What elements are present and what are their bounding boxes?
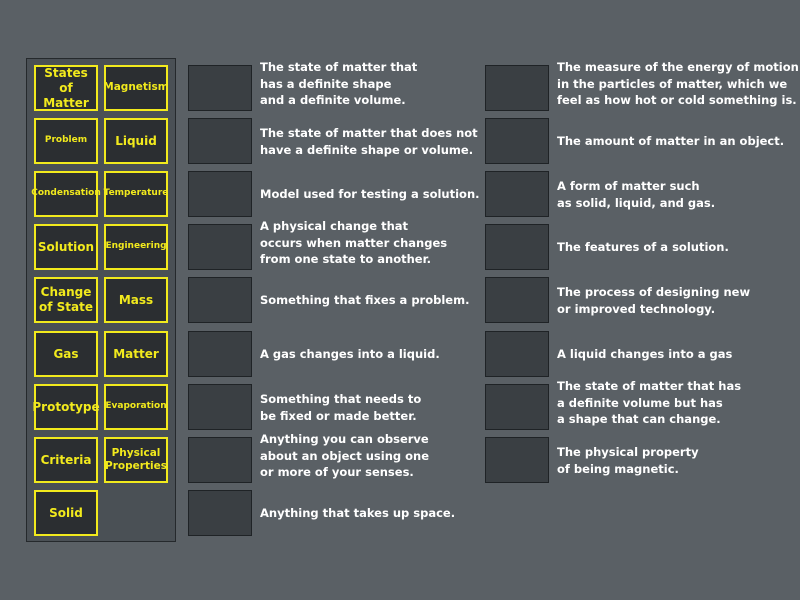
right-clue-text: A form of matter such as solid, liquid, and gas. bbox=[557, 179, 716, 210]
right-clue-text: The process of designing new or improved technology. bbox=[557, 285, 751, 316]
left-clue-text: Something that needs to be fixed or made better. bbox=[260, 392, 422, 423]
word-tile[interactable] bbox=[104, 171, 168, 217]
word-tile-label: Physical Properties bbox=[105, 446, 167, 472]
word-tile[interactable] bbox=[34, 331, 98, 377]
word-tile[interactable] bbox=[104, 65, 168, 111]
word-tile[interactable] bbox=[34, 277, 98, 323]
right-clue-text: A liquid changes into a gas bbox=[557, 347, 733, 361]
right-clue-text: The features of a solution. bbox=[557, 240, 729, 254]
left-answer-slot[interactable] bbox=[188, 65, 252, 111]
left-answer-slot[interactable] bbox=[188, 171, 252, 217]
word-tile-label: Gas bbox=[53, 346, 79, 361]
left-answer-slot[interactable] bbox=[188, 437, 252, 483]
right-answer-slot[interactable] bbox=[485, 224, 549, 270]
word-tile-label: Prototype bbox=[32, 399, 100, 414]
word-tile[interactable] bbox=[104, 277, 168, 323]
left-clue-text: Model used for testing a solution. bbox=[260, 187, 480, 201]
right-answer-slot[interactable] bbox=[485, 65, 549, 111]
right-clue-text: The measure of the energy of motion in the particles of matter, which we feel as how hot or cold something is. bbox=[557, 60, 799, 107]
right-answer-slot[interactable] bbox=[485, 437, 549, 483]
word-tile[interactable] bbox=[104, 224, 168, 270]
word-tile[interactable] bbox=[104, 437, 168, 483]
left-answer-slot[interactable] bbox=[188, 224, 252, 270]
right-answer-slot[interactable] bbox=[485, 171, 549, 217]
left-clue-text: Anything that takes up space. bbox=[260, 506, 456, 520]
word-tile[interactable] bbox=[31, 171, 101, 217]
word-tile-label: Temperature bbox=[103, 188, 169, 199]
word-tile-label: Criteria bbox=[40, 452, 92, 467]
left-clue-text: A physical change that occurs when matter changes from one state to another. bbox=[260, 219, 448, 266]
left-clue-text: A gas changes into a liquid. bbox=[260, 347, 440, 361]
word-tile-label: Solid bbox=[49, 505, 83, 520]
left-answer-slot[interactable] bbox=[188, 490, 252, 536]
left-clue-text: The state of matter that does not have a definite shape or volume. bbox=[260, 126, 478, 157]
left-answer-slot[interactable] bbox=[188, 277, 252, 323]
word-tile[interactable] bbox=[104, 118, 168, 164]
right-answer-slot[interactable] bbox=[485, 277, 549, 323]
word-tile-label: Change of State bbox=[39, 285, 93, 314]
right-clue-text: The state of matter that has a definite volume but has a shape that can change. bbox=[557, 379, 742, 426]
word-tile[interactable] bbox=[34, 224, 98, 270]
word-tile-label: Condensation bbox=[31, 188, 101, 199]
word-tile-label: Evaporation bbox=[105, 401, 167, 412]
word-tile[interactable] bbox=[104, 384, 168, 430]
left-clue-text: Something that fixes a problem. bbox=[260, 293, 470, 307]
word-tile-label: Magnetism bbox=[103, 81, 169, 94]
left-clue-text: The state of matter that has a definite shape and a definite volume. bbox=[260, 60, 418, 107]
left-answer-slot[interactable] bbox=[188, 331, 252, 377]
word-tile-label: Mass bbox=[118, 292, 154, 307]
right-clue-text: The physical property of being magnetic. bbox=[557, 445, 699, 476]
word-tile[interactable] bbox=[34, 65, 98, 111]
right-answer-slot[interactable] bbox=[485, 331, 549, 377]
word-tile[interactable] bbox=[104, 331, 168, 377]
word-tile[interactable] bbox=[34, 490, 98, 536]
word-tile-label: States of Matter bbox=[43, 65, 89, 110]
word-tile-label: Matter bbox=[113, 346, 159, 361]
right-clue-text: The amount of matter in an object. bbox=[557, 134, 785, 148]
word-tile[interactable] bbox=[34, 118, 98, 164]
word-tile[interactable] bbox=[34, 437, 98, 483]
right-answer-slot[interactable] bbox=[485, 118, 549, 164]
right-answer-slot[interactable] bbox=[485, 384, 549, 430]
word-tile[interactable] bbox=[34, 384, 98, 430]
word-tile-label: Liquid bbox=[115, 133, 157, 148]
left-answer-slot[interactable] bbox=[188, 384, 252, 430]
word-tile-label: Problem bbox=[44, 135, 88, 146]
word-tile-label: Engineering bbox=[105, 241, 167, 252]
left-answer-slot[interactable] bbox=[188, 118, 252, 164]
word-bank bbox=[26, 58, 176, 542]
word-tile-label: Solution bbox=[37, 239, 95, 254]
left-clue-text: Anything you can observe about an object using one or more of your senses. bbox=[260, 432, 430, 479]
